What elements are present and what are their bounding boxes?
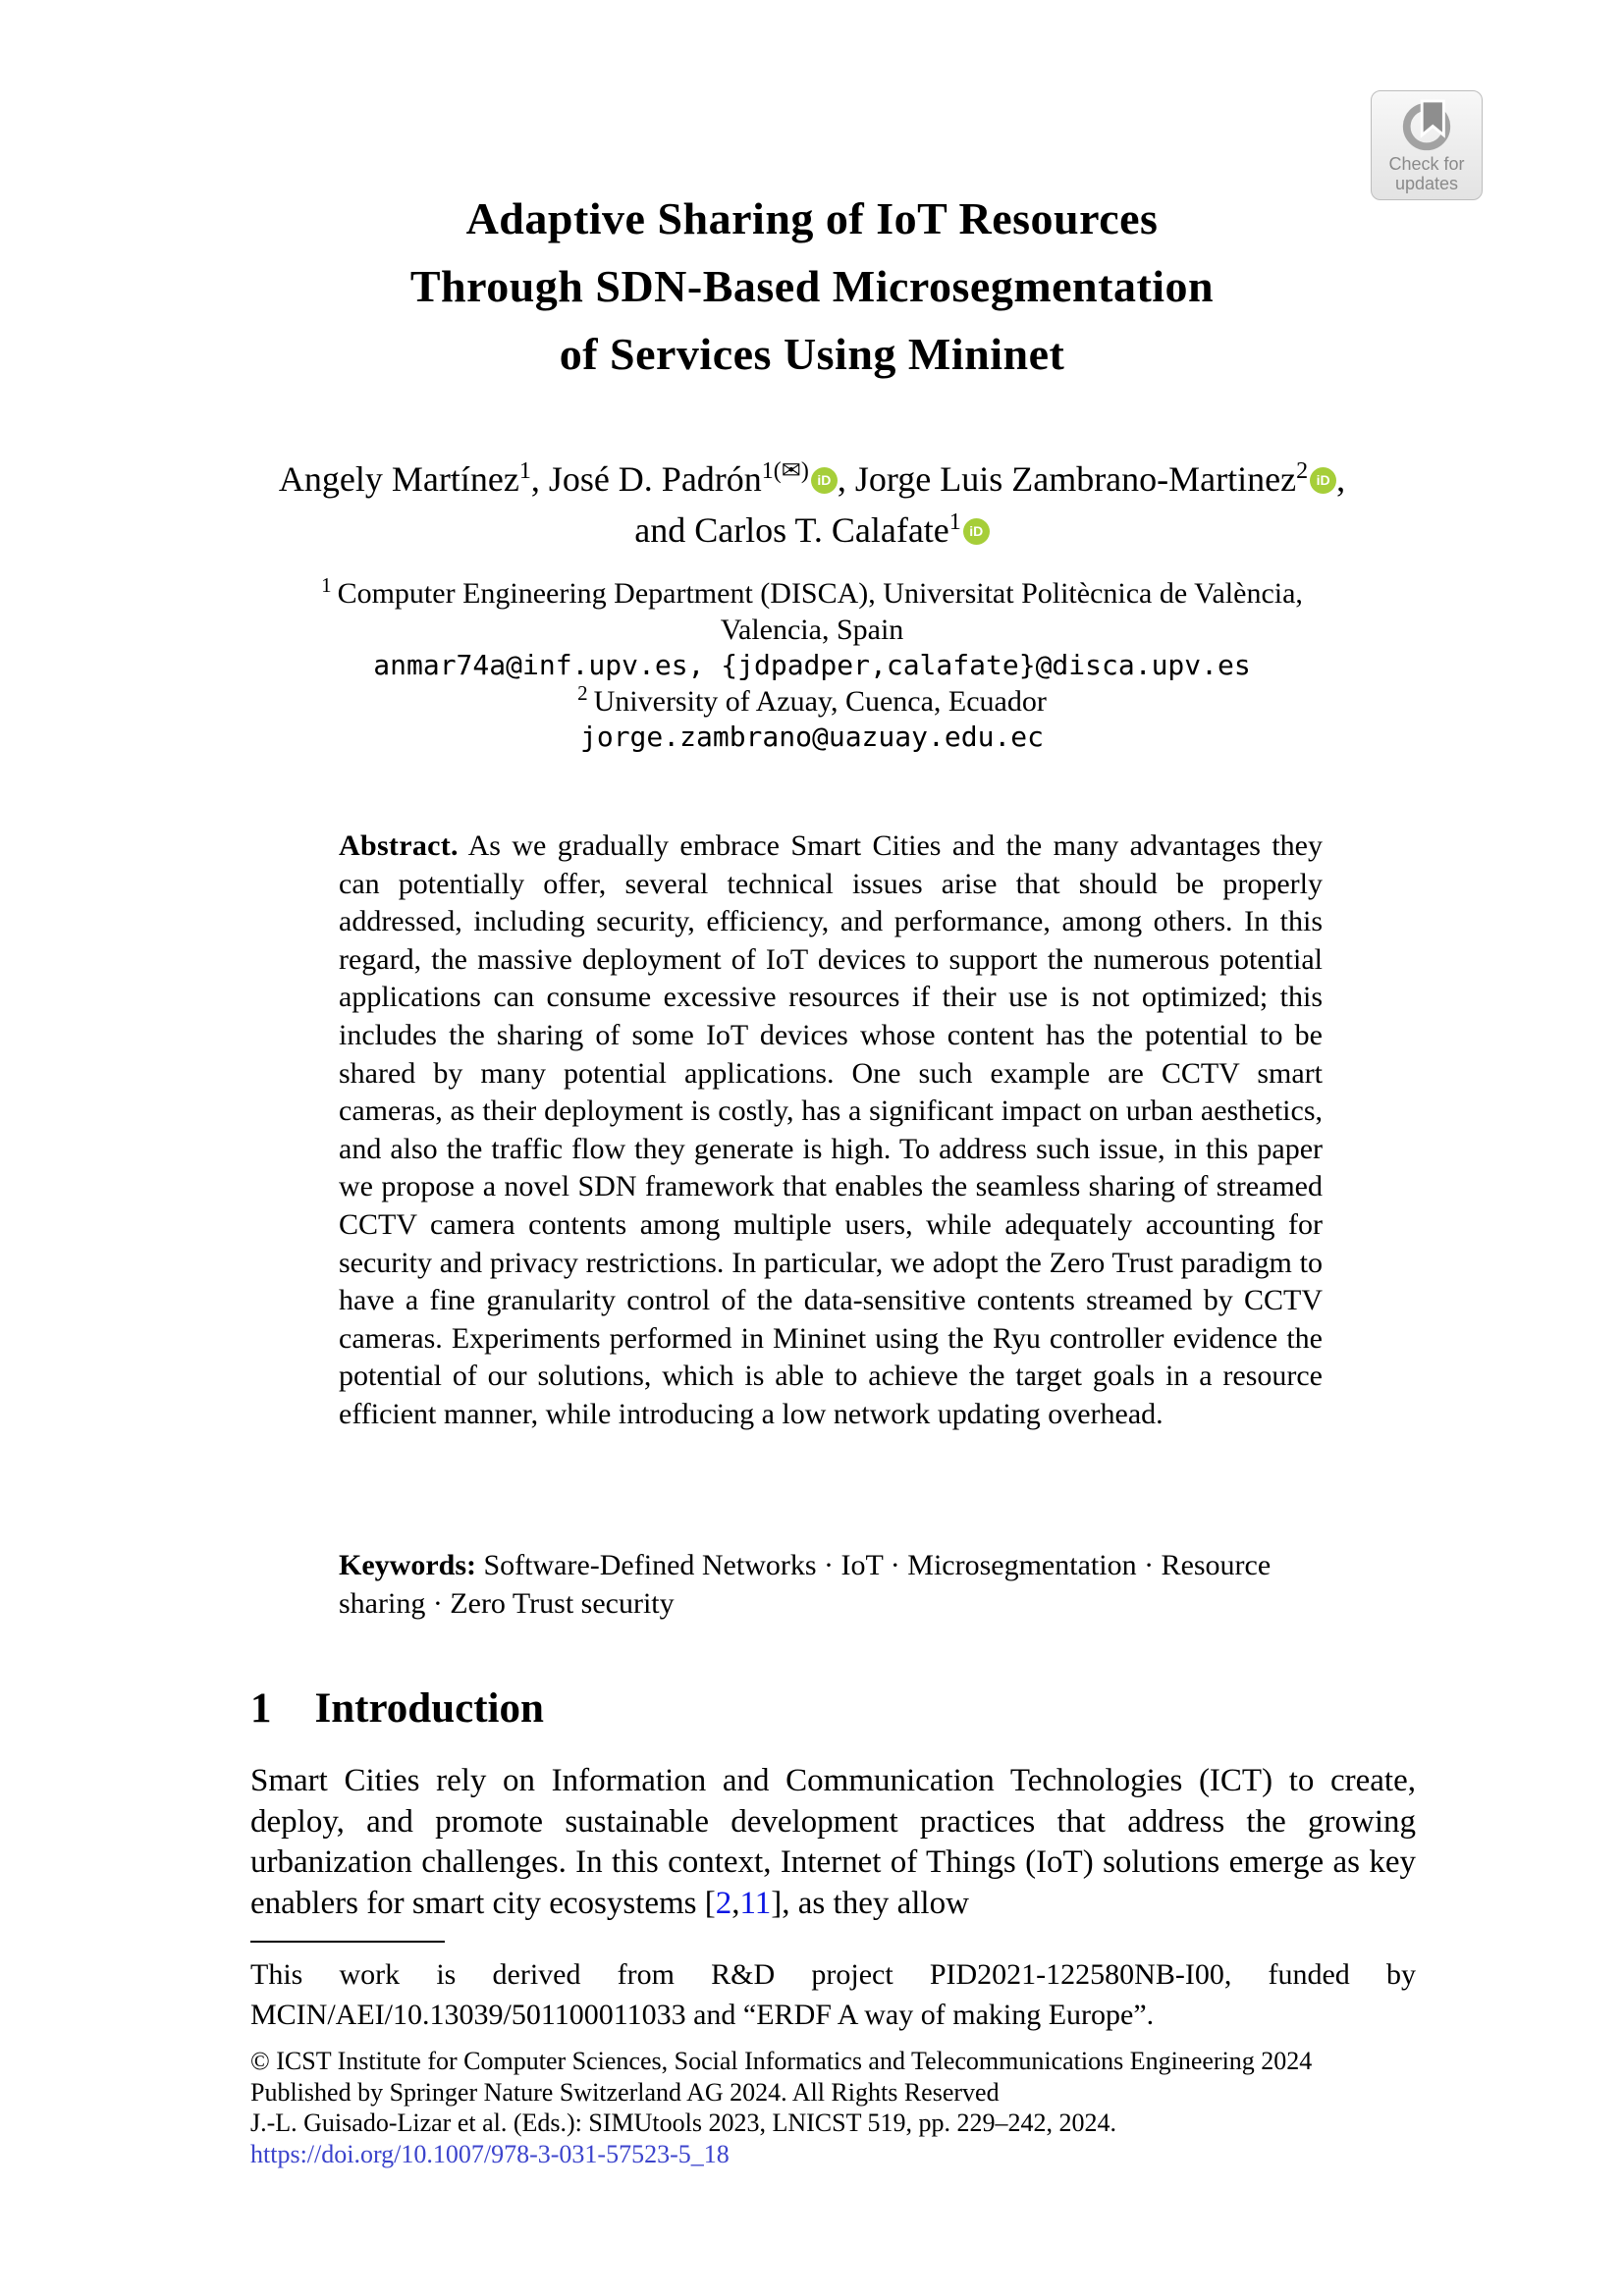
copyright-line-2: Published by Springer Nature Switzerland AG 2024. All Rights Reserved (250, 2077, 1000, 2107)
section-1-heading (250, 1684, 544, 1733)
affiliation-1-emails: anmar74a@inf.upv.es, {jdpadper,calafate}@disca.upv.es (373, 649, 1251, 681)
check-for-updates-label: Check for updates (1388, 154, 1465, 193)
affiliation-1-line-1: $^1$ Computer Engineering Department (DISCA), Universitat Politècnica de València, (321, 573, 1303, 610)
section-title: Introduction (314, 1685, 544, 1732)
author-1-affiliation-mark: 1 (518, 458, 531, 484)
crossmark-icon (1398, 99, 1455, 154)
funding-footnote: This work is derived from R&D project PID2021-122580NB-I00, funded by MCIN/AEI/10.13039/501100011033 and “ERDF A way of making Europe”. (250, 1958, 1416, 2031)
keywords-label: Keywords: (339, 1549, 476, 1581)
title-line-3: of Services Using Mininet (559, 329, 1065, 379)
intro-text-continued: ], as they allow (771, 1885, 969, 1921)
title-line-1: Adaptive Sharing of IoT Resources (465, 193, 1159, 243)
orcid-icon[interactable]: iD (963, 518, 990, 545)
citation-info-line: J.-L. Guisado-Lizar et al. (Eds.): SIMUtools 2023, LNICST 519, pp. 229–242, 2024. (250, 2109, 1116, 2137)
copyright-block (250, 2046, 1416, 2169)
affiliation-2-email: jorge.zambrano@uazuay.edu.ec (579, 721, 1044, 753)
section-number: 1 (250, 1685, 272, 1732)
copyright-line-1: © ICST Institute for Computer Sciences, Social Informatics and Telecommunications Engineering 2024 (250, 2047, 1313, 2075)
paper-title (125, 185, 1499, 388)
doi-link[interactable]: https://doi.org/10.1007/978-3-031-57523-5_18 (250, 2139, 730, 2168)
title-line-2: Through SDN-Based Microsegmentation (409, 261, 1215, 311)
author-4: and Carlos T. Calafate$^1$ iD (634, 510, 990, 550)
affiliation-2-line-1: $^2$ University of Azuay, Cuenca, Ecuador (577, 680, 1047, 718)
author-3-affiliation-mark: 2 (1296, 458, 1309, 484)
affiliation-1-line-2: Valencia, Spain (720, 613, 904, 646)
orcid-icon[interactable]: iD (811, 467, 838, 494)
orcid-icon[interactable]: iD (1310, 467, 1336, 494)
citation-link-11[interactable]: 11 (739, 1885, 772, 1921)
author-2-affiliation-mark: 1(✉) (761, 458, 809, 484)
author-1: Angely Martínez$^1$, (278, 458, 549, 499)
introduction-paragraph: Smart Cities rely on Information and Communication Technologies (ICT) to create, deploy, and promote sustainable development practices that address the growing urbanization challenges. In this context, Internet of Things (IoT) solutions emerge as key enablers for smart city ecosystems [2,11], as they allow (250, 1763, 1416, 1921)
author-4-affiliation-mark: 1 (948, 509, 961, 535)
author-3: Jorge Luis Zambrano-Martinez$^2$ iD , (854, 458, 1346, 499)
affiliations-block (125, 573, 1499, 756)
intro-text: Smart Cities rely on Information and Communication Technologies (ICT) to create, deploy, and promote sustainable development practices that address the growing urbanization challenges. In this context, Internet of Things (IoT) solutions emerge as key enablers for smart city ecosystems [ (250, 1763, 1416, 1921)
citation-link-2[interactable]: 2 (715, 1885, 732, 1921)
abstract (339, 828, 1323, 1434)
author-2: José D. Padrón$^{1(✉)}$ iD , (548, 458, 855, 499)
footnote-rule (250, 1941, 445, 1943)
keywords-text: Software-Defined Networks · IoT · Microsegmentation · Resource sharing · Zero Trust security (339, 1549, 1272, 1620)
abstract-label: Abstract. (339, 829, 459, 862)
abstract-text: As we gradually embrace Smart Cities and the many advantages they can potentially offer, several technical issues arise that should be properly addressed, including security, efficiency, and performance, among others. In this regard, the massive deployment of IoT devices to support the numerous potential applications can consume excessive resources if their use is not optimized; this includes the sharing of some IoT devices whose content has the potential to be shared by many potential applications. One such example are CCTV smart cameras, as their deployment is costly, has a significant impact on urban aesthetics, and also the traffic flow they generate is high. To address such issue, in this paper we propose a novel SDN framework that enables the seamless sharing of streamed CCTV camera contents among multiple users, while adequately accounting for security and privacy restrictions. In particular, we adopt the Zero Trust paradigm to have a fine granularity control of the data-sensitive contents streamed by CCTV cameras. Experiments performed in Mininet using the Ryu controller evidence the potential of our solutions, which is able to achieve the target goals in a resource efficient manner, while introducing a low network updating overhead. (339, 829, 1323, 1430)
keywords (339, 1547, 1323, 1623)
author-list (125, 454, 1499, 556)
